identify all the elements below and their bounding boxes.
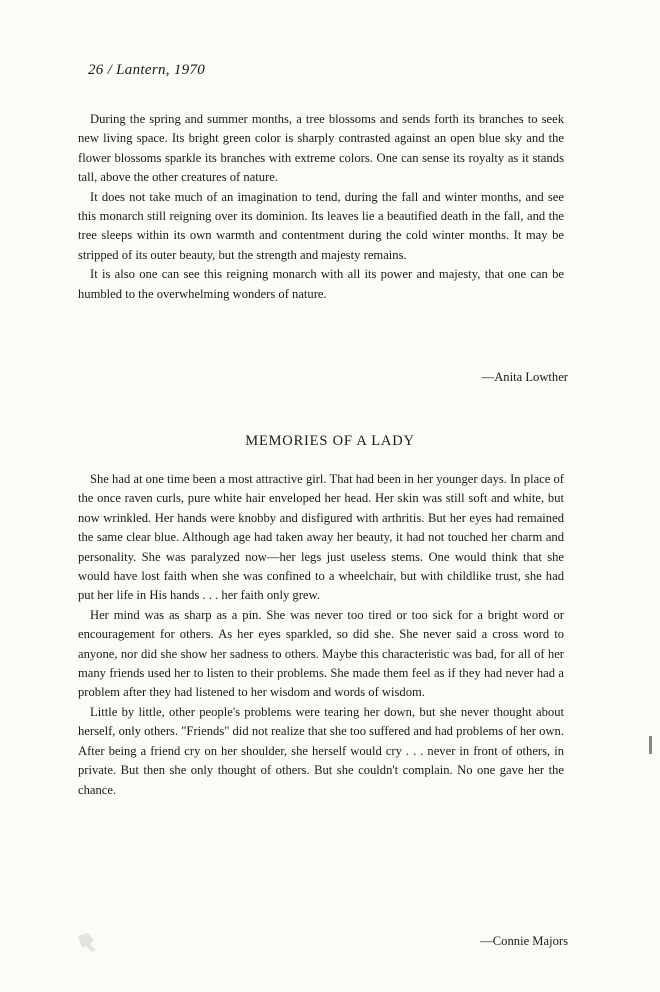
article-tree — [78, 110, 564, 304]
paragraph: Little by little, other people's problems were tearing her down, but she never thought about herself, only others. "Friends" did not realize that she too suffered and had problems of her own. After being a friend cry on her shoulder, she herself would cry . . . never in front of others, in private. But then she only thought of others. But she couldn't complain. No one gave her the chance. — [78, 704, 564, 797]
page-header: 26 / Lantern, 1970 — [88, 62, 206, 78]
article-memories — [78, 470, 564, 800]
paragraph: Her mind was as sharp as a pin. She was never too tired or too sick for a bright word or encouragement for others. As her eyes sparkled, so did she. She never said a cross word to anyone, nor did she show her sadness to others. Maybe this characteristic was bad, for all of her many friends used her to listen to their problems. She made them feel as if they had never had a problem after they had listened to her wisdom and words of wisdom. — [78, 607, 564, 700]
paragraph: It does not take much of an imagination to tend, during the fall and winter months, and see this monarch still reigning over its dominion. Its leaves lie a beautified death in the fall, and the tree sleeps within its own warmth and contentment during the cold winter months. It may be stripped of its outer beauty, but the strength and majesty remains. — [78, 189, 564, 262]
scan-smudge-icon — [74, 930, 102, 954]
article-title: MEMORIES OF A LADY — [245, 433, 415, 449]
scan-edge-mark — [649, 736, 652, 754]
author-attribution: —Connie Majors — [480, 934, 568, 948]
paragraph: During the spring and summer months, a tree blossoms and sends forth its branches to seek new living space. Its bright green color is sharply contrasted against an open blue sky and the flower blossoms sparkle its branches with extreme colors. One can sense its royalty as it stands tall, above the other creatures of nature. — [78, 112, 564, 185]
author-attribution: —Anita Lowther — [481, 370, 568, 384]
paragraph: She had at one time been a most attractive girl. That had been in her younger days. In place of the once raven curls, pure white hair enveloped her head. Her skin was still soft and white, but now wrinkled. Her hands were knobby and disfigured with arthritis. But her eyes had remained the same clear blue. Although age had taken away her beauty, it had not touched her charm and personality. She was paralyzed now—her legs just useless stems. One would think that she would have lost faith when she was confined to a wheelchair, but with childlike trust, she had put her life in His hands . . . her faith only grew. — [78, 472, 564, 603]
paragraph: It is also one can see this reigning monarch with all its power and majesty, that one can be humbled to the overwhelming wonders of nature. — [78, 267, 564, 301]
